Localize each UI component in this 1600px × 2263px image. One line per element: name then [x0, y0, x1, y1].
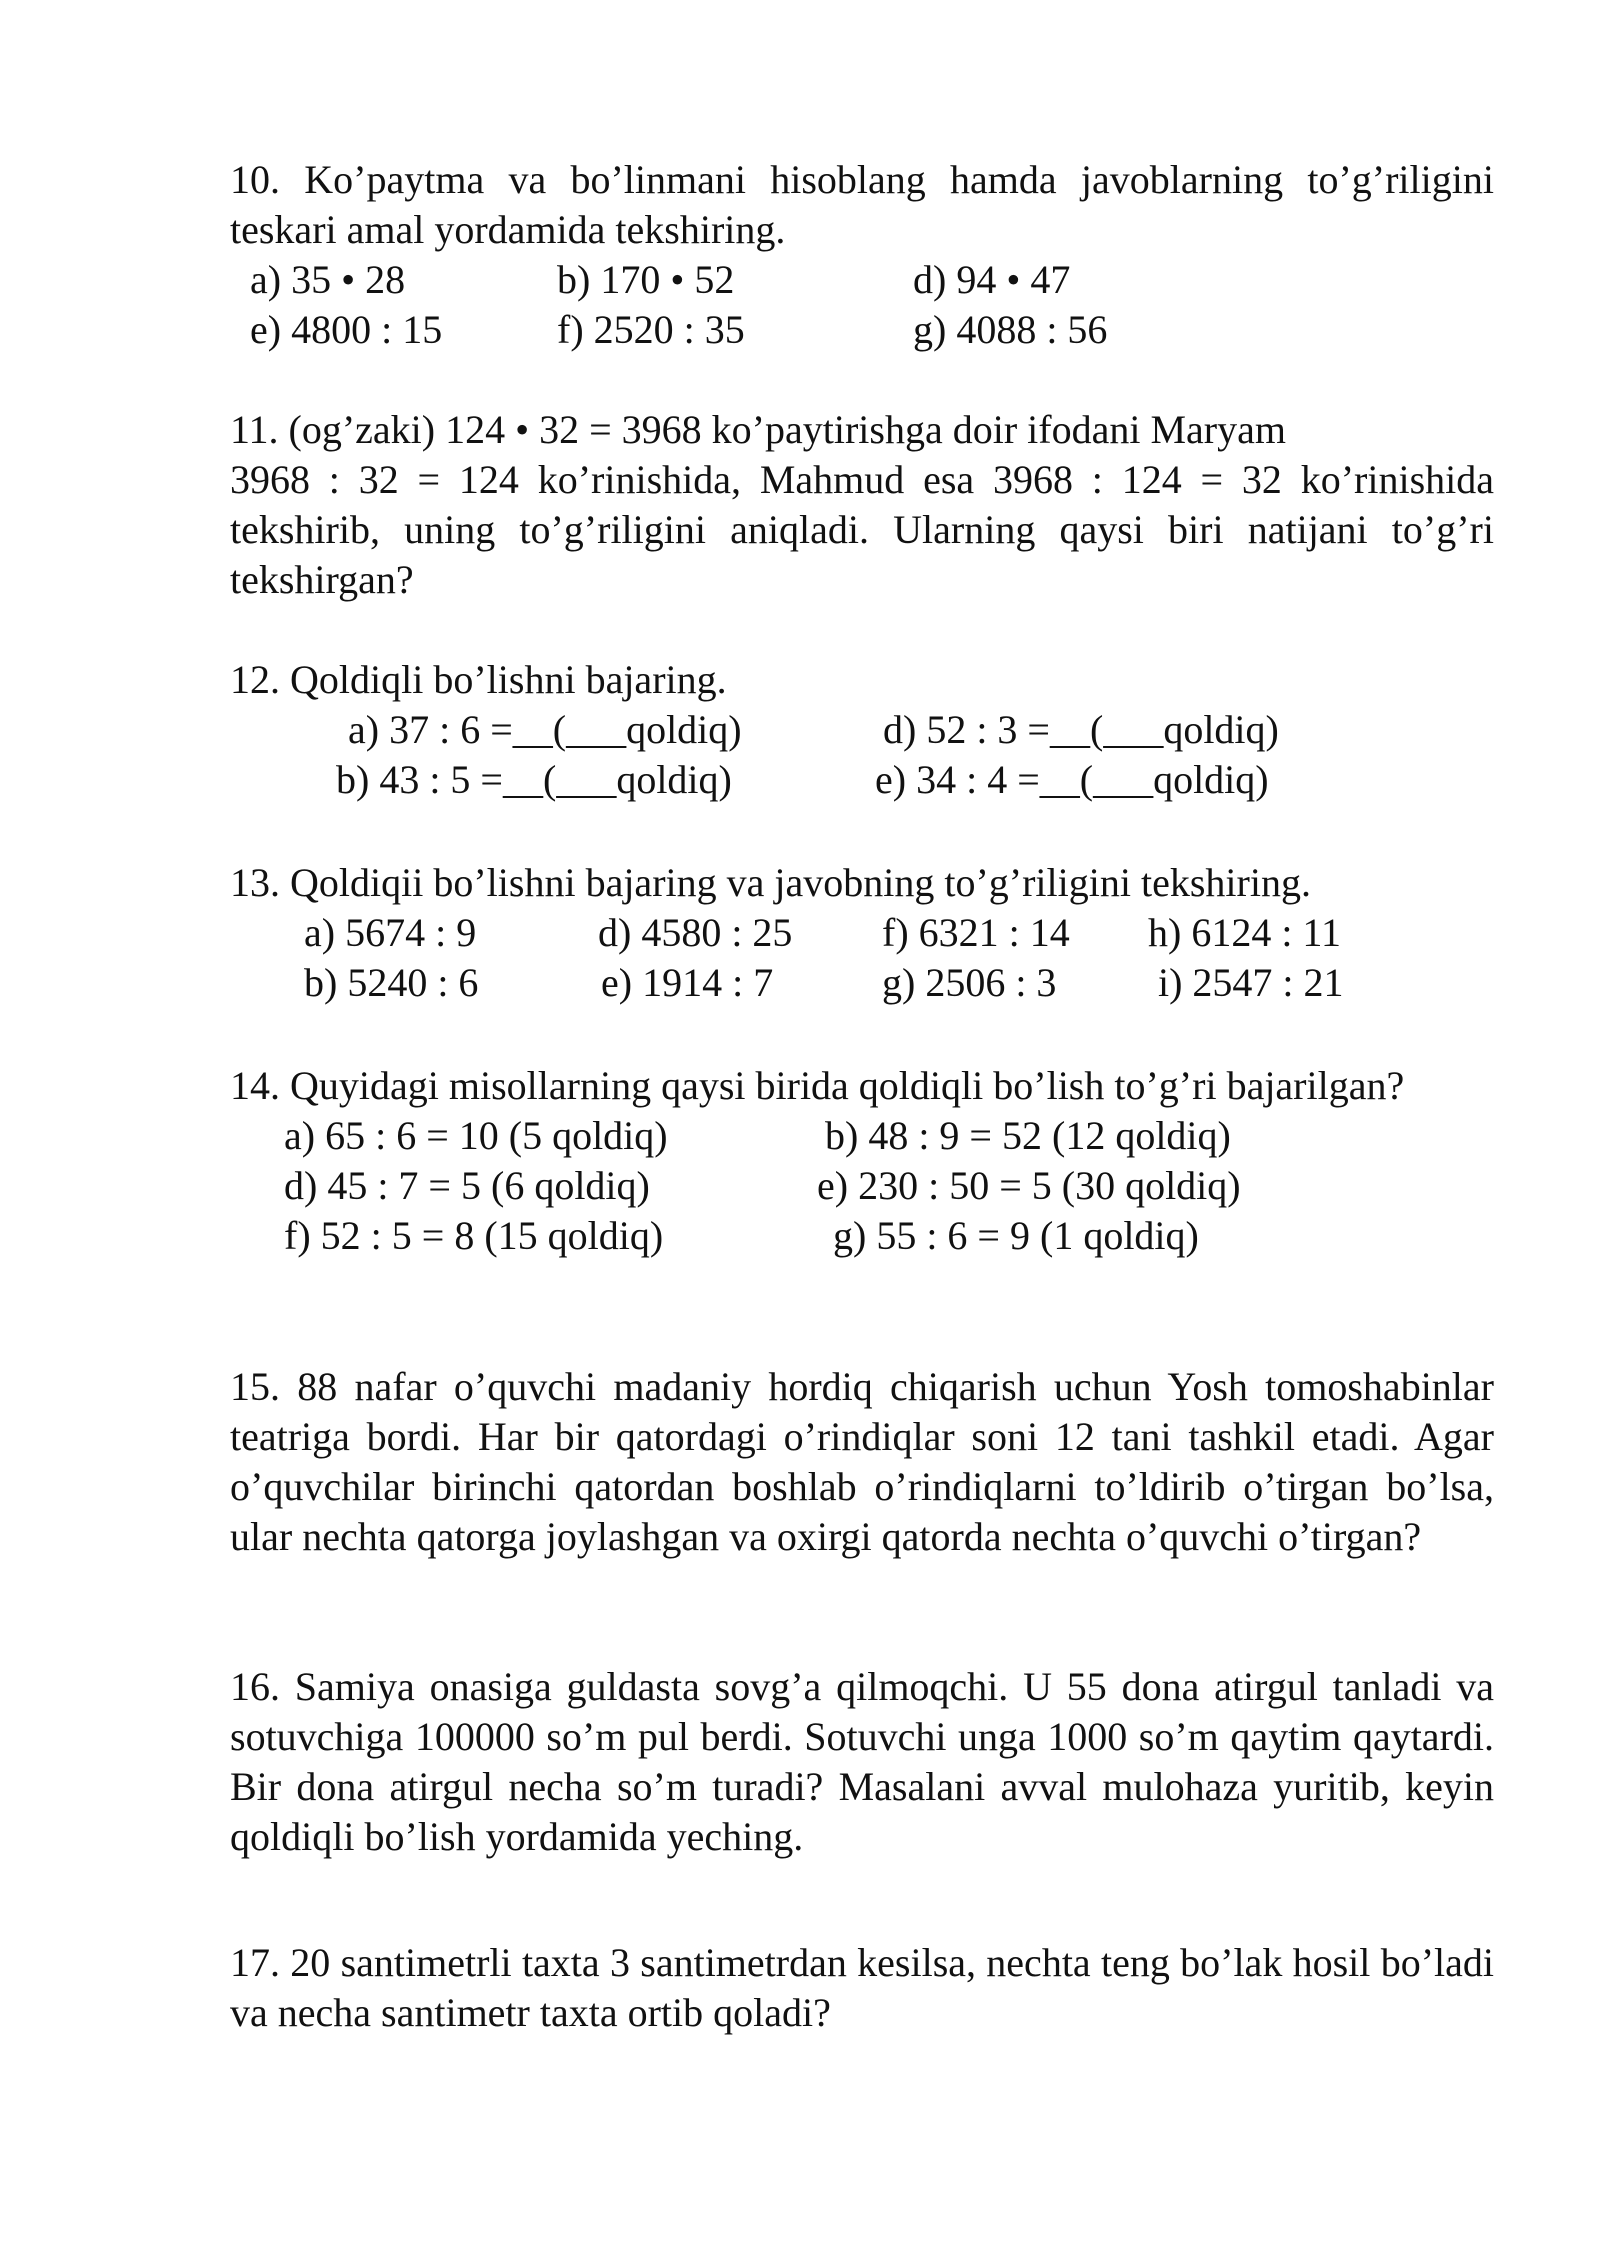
problem-13-title: 13. Qoldiqii bo’lishni bajaring va javobning to’g’riligini tekshiring. [230, 860, 1311, 905]
problem-12-row-2 [230, 755, 1494, 805]
problem-10-item-b: b) 170 • 52 [557, 257, 735, 302]
problem-12-item-b: b) 43 : 5 =__(___qoldiq) [336, 757, 732, 802]
problem-10-row-1 [230, 255, 1494, 305]
problem-13-item-b: b) 5240 : 6 [304, 960, 479, 1005]
problem-12-item-e: e) 34 : 4 =__(___qoldiq) [875, 757, 1269, 802]
problem-15-text: 15. 88 nafar o’quvchi madaniy hordiq chiqarish uchun Yosh tomoshabinlar teatriga bordi. Har bir qatordagi o’rindiqlar soni 12 tani tashkil etadi. Agar o’quvchilar birinchi qatordan boshlab o’rindiqlarni to’ldirib o’tirgan bo’lsa, ular nechta qatorga joylashgan va oxirgi qatorda nechta o’quvchi o’tirgan? [230, 1364, 1494, 1559]
problem-10-item-g: g) 4088 : 56 [913, 307, 1108, 352]
problem-14-text: 14. Quyidagi misollarning qaysi birida qoldiqli bo’lish to’g’ri bajarilgan? [230, 1063, 1405, 1108]
problem-13-item-e: e) 1914 : 7 [601, 960, 774, 1005]
problem-13-row-1 [230, 908, 1494, 958]
problem-14 [230, 1061, 1494, 1261]
problem-15 [230, 1362, 1494, 1562]
problem-16-text: 16. Samiya onasiga guldasta sovg’a qilmoqchi. U 55 dona atirgul tanladi va sotuvchiga 100000 so’m pul berdi. Sotuvchi unga 1000 so’m qaytim qaytardi. Bir dona atirgul necha so’m turadi? Masalani avval mulohaza yuritib, keyin qoldiqli bo’lish yordamida yeching. [230, 1664, 1494, 1859]
problem-13-item-d: d) 4580 : 25 [598, 910, 793, 955]
problem-14-item-a: a) 65 : 6 = 10 (5 qoldiq) [284, 1113, 668, 1158]
problem-13-item-g: g) 2506 : 3 [882, 960, 1057, 1005]
problem-13-item-a: a) 5674 : 9 [304, 910, 477, 955]
problem-12-item-a: a) 37 : 6 =__(___qoldiq) [348, 707, 742, 752]
problem-11-first-line: 11. (og’zaki) 124 • 32 = 3968 ko’paytirishga doir ifodani Maryam [230, 407, 1286, 452]
problem-14-item-g: g) 55 : 6 = 9 (1 qoldiq) [833, 1213, 1199, 1258]
problem-14-row-3 [230, 1211, 1494, 1261]
problem-13-row-2 [230, 958, 1494, 1008]
problem-10-text: 10. Ko’paytma va bo’linmani hisoblang hamda javoblarning to’g’riligini teskari amal yordamida tekshiring. [230, 157, 1494, 252]
problem-10-item-f: f) 2520 : 35 [557, 307, 745, 352]
problem-17 [230, 1938, 1494, 2038]
problem-10-item-d: d) 94 • 47 [913, 257, 1071, 302]
problem-11-text: 3968 : 32 = 124 ko’rinishida, Mahmud esa 3968 : 124 = 32 ko’rinishida tekshirib, uning to’g’riligini aniqladi. Ularning qaysi biri natijani to’g’ri tekshirgan? [230, 457, 1494, 602]
problem-12 [230, 655, 1494, 805]
problem-12-title: 12. Qoldiqli bo’lishni bajaring. [230, 657, 727, 702]
problem-14-row-1 [230, 1111, 1494, 1161]
problem-10-item-a: a) 35 • 28 [250, 257, 406, 302]
problem-13-item-i: i) 2547 : 21 [1158, 960, 1344, 1005]
problem-14-item-e: e) 230 : 50 = 5 (30 qoldiq) [817, 1163, 1241, 1208]
problem-13-item-f: f) 6321 : 14 [882, 910, 1070, 955]
problem-11 [230, 405, 1494, 605]
problem-14-item-b: b) 48 : 9 = 52 (12 qoldiq) [825, 1113, 1231, 1158]
problem-13 [230, 858, 1494, 1008]
problem-10-row-2 [230, 305, 1494, 355]
problem-14-item-d: d) 45 : 7 = 5 (6 qoldiq) [284, 1163, 650, 1208]
problem-12-item-d: d) 52 : 3 =__(___qoldiq) [883, 707, 1279, 752]
problem-14-row-2 [230, 1161, 1494, 1211]
problem-10 [230, 155, 1494, 355]
problem-14-item-f: f) 52 : 5 = 8 (15 qoldiq) [284, 1213, 664, 1258]
problem-12-row-1 [230, 705, 1494, 755]
problem-16 [230, 1662, 1494, 1862]
problem-13-item-h: h) 6124 : 11 [1148, 910, 1341, 955]
problem-17-text: 17. 20 santimetrli taxta 3 santimetrdan kesilsa, nechta teng bo’lak hosil bo’ladi va necha santimetr taxta ortib qoladi? [230, 1940, 1494, 2035]
problem-10-item-e: e) 4800 : 15 [250, 307, 443, 352]
